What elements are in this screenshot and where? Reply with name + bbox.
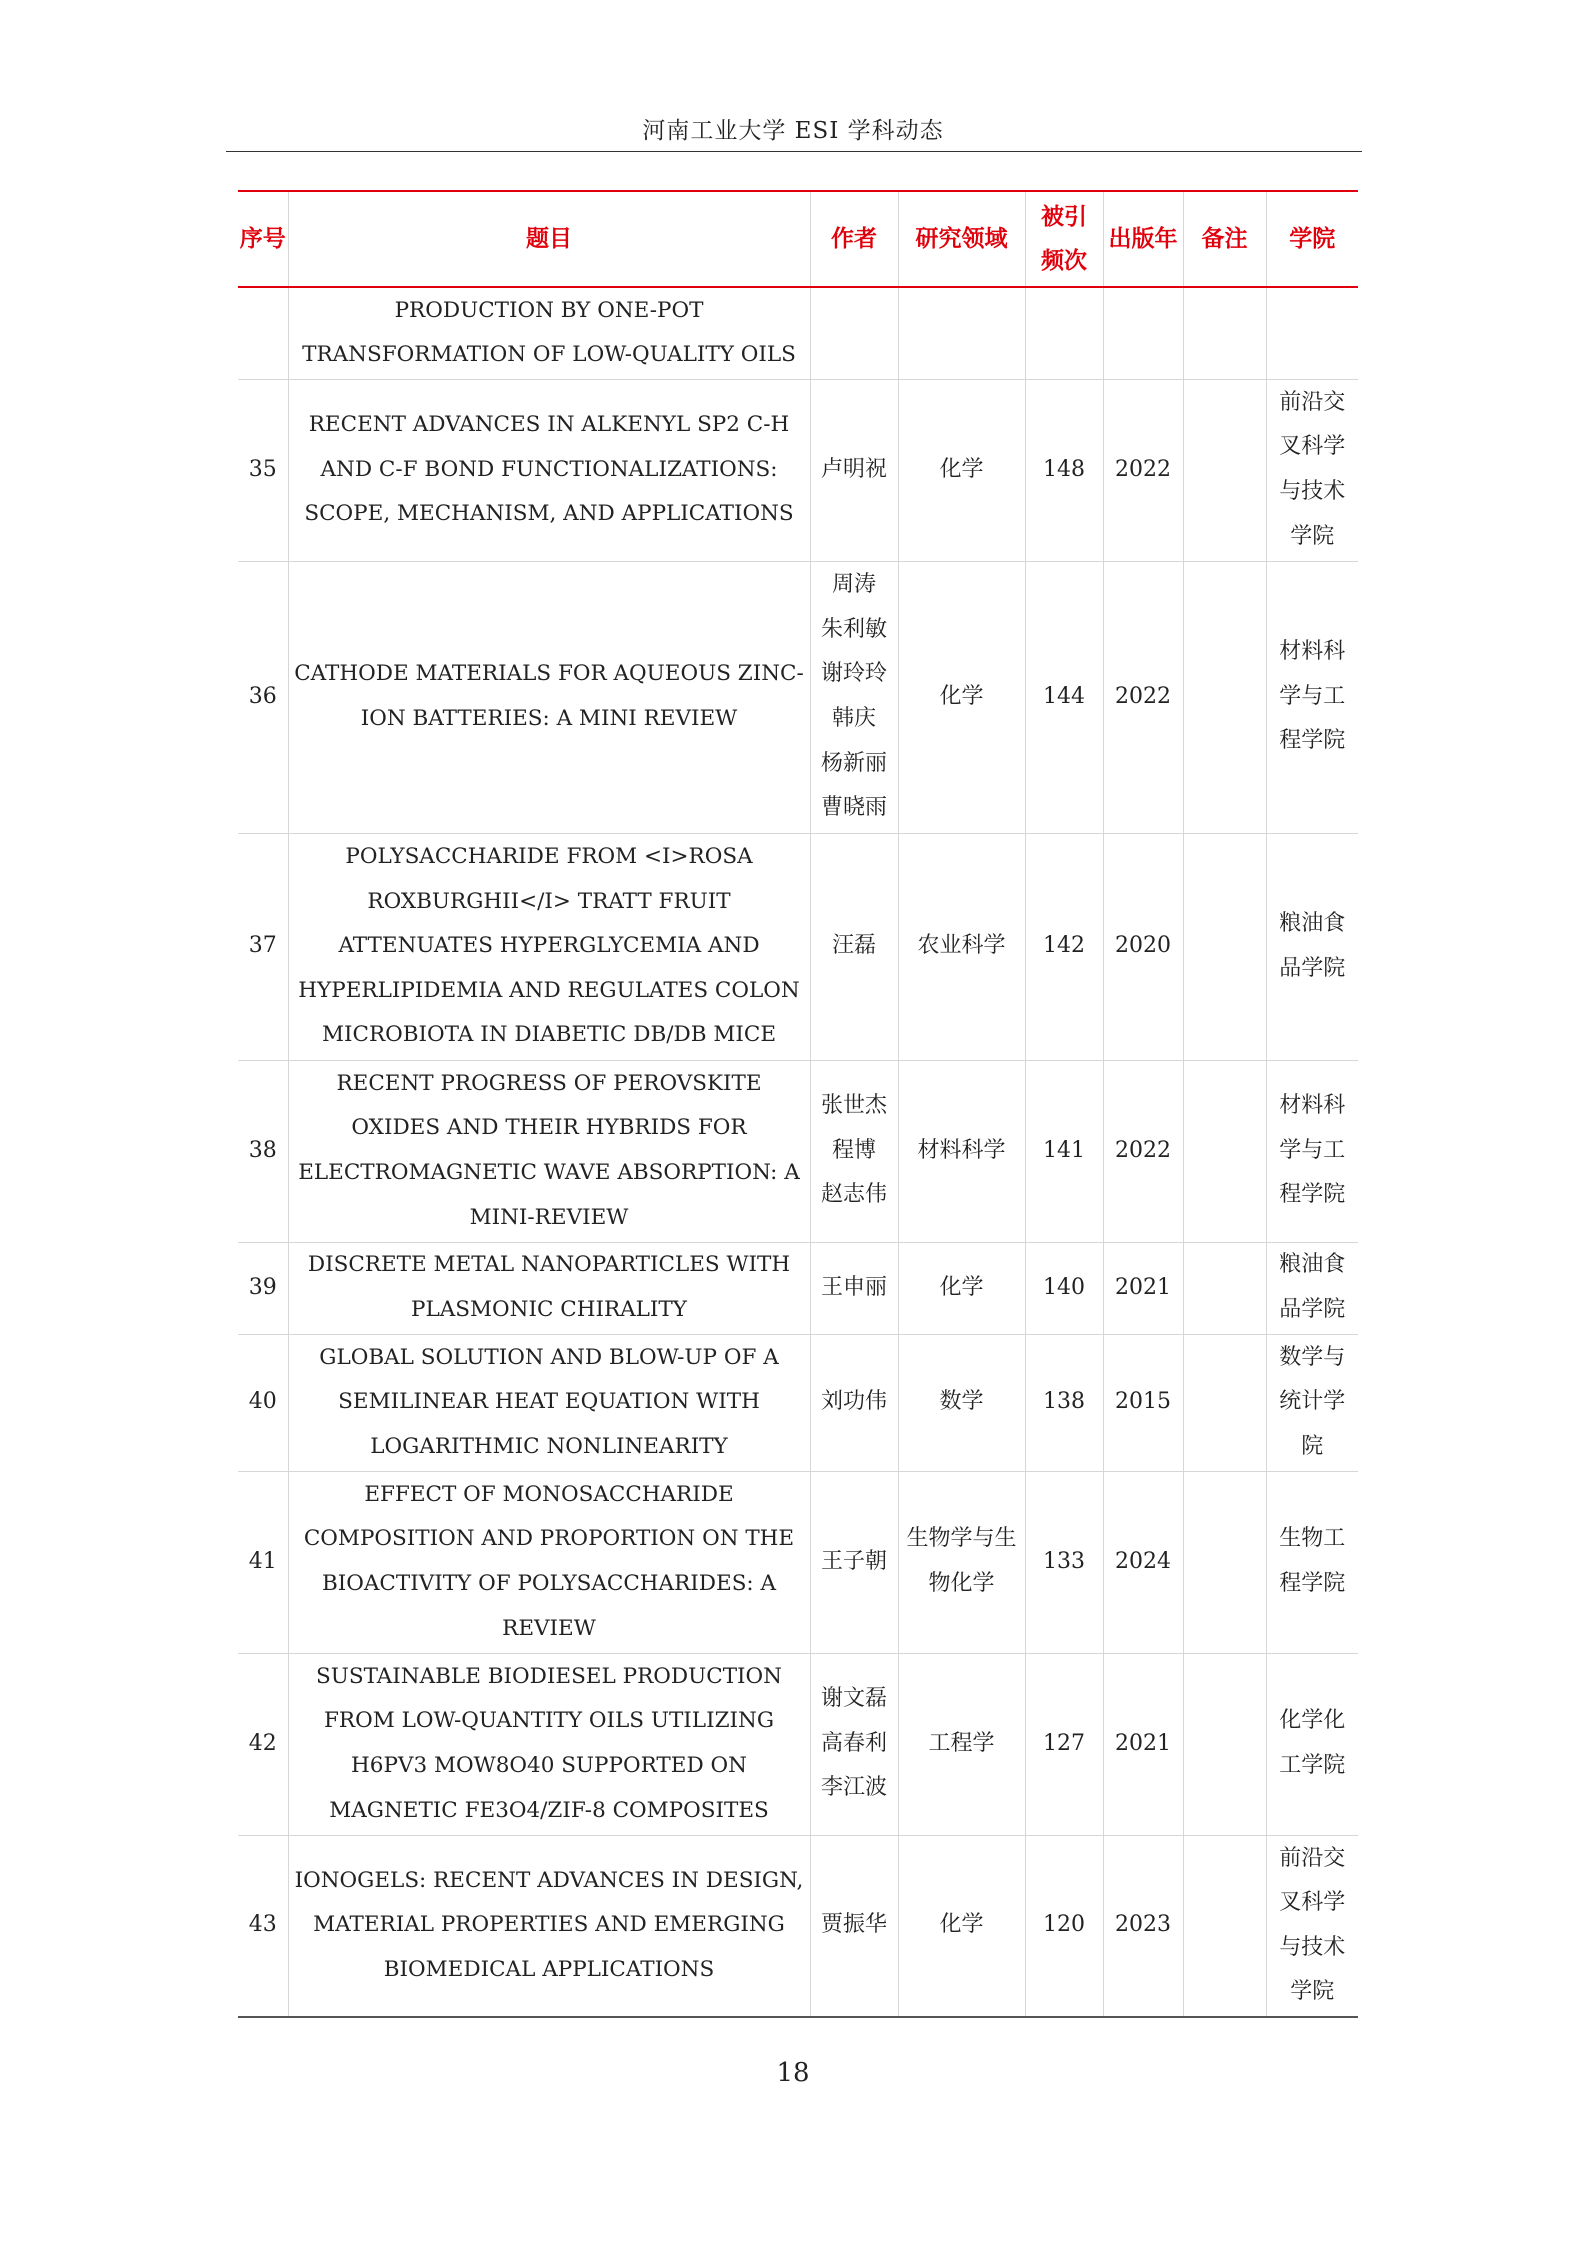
cell-title: CATHODE MATERIALS FOR AQUEOUS ZINC-ION BATTERIES: A MINI REVIEW: [288, 561, 810, 833]
cell-index: 35: [238, 379, 288, 561]
cell-note: [1183, 1653, 1266, 1835]
table-row: [238, 1471, 1358, 1653]
cell-title: POLYSACCHARIDE FROM <I>ROSA ROXBURGHII</I> TRATT FRUIT ATTENUATES HYPERGLYCEMIA AND HYPERLIPIDEMIA AND REGULATES COLON MICROBIOTA IN DIABETIC DB/DB MICE: [288, 833, 810, 1060]
table-row: [238, 287, 1358, 379]
publications-table: [238, 190, 1358, 2018]
cell-authors: 汪磊: [810, 833, 898, 1060]
column-header-college: 学院: [1266, 191, 1358, 287]
cell-citations: 148: [1025, 379, 1103, 561]
cell-year: 2020: [1103, 833, 1183, 1060]
cell-index: 41: [238, 1471, 288, 1653]
table-row: [238, 1653, 1358, 1835]
cell-authors: 卢明祝: [810, 379, 898, 561]
cell-field: 数学: [898, 1334, 1025, 1471]
cell-college: 材料科学与工程学院: [1266, 561, 1358, 833]
cell-citations: 140: [1025, 1242, 1103, 1334]
cell-title: PRODUCTION BY ONE-POT TRANSFORMATION OF LOW-QUALITY OILS: [288, 287, 810, 379]
cell-note: [1183, 1471, 1266, 1653]
cell-note: [1183, 287, 1266, 379]
table-row: [238, 1334, 1358, 1471]
cell-authors: 周涛 朱利敏 谢玲玲 韩庆 杨新丽 曹晓雨: [810, 561, 898, 833]
column-header-index: 序号: [238, 191, 288, 287]
cell-citations: 142: [1025, 833, 1103, 1060]
column-header-citations: 被引 频次: [1025, 191, 1103, 287]
cell-note: [1183, 1835, 1266, 2017]
cell-year: 2024: [1103, 1471, 1183, 1653]
cell-year: 2022: [1103, 379, 1183, 561]
cell-index: 39: [238, 1242, 288, 1334]
cell-year: 2023: [1103, 1835, 1183, 2017]
cell-year: 2022: [1103, 561, 1183, 833]
cell-field: 化学: [898, 1242, 1025, 1334]
cell-index: 36: [238, 561, 288, 833]
table-header-row: [238, 191, 1358, 287]
cell-field: 化学: [898, 1835, 1025, 2017]
table-row: [238, 833, 1358, 1060]
cell-authors: [810, 287, 898, 379]
cell-authors: 谢文磊 高春利 李江波: [810, 1653, 898, 1835]
cell-citations: 127: [1025, 1653, 1103, 1835]
cell-title: RECENT PROGRESS OF PEROVSKITE OXIDES AND THEIR HYBRIDS FOR ELECTROMAGNETIC WAVE ABSORPTION: A MINI-REVIEW: [288, 1060, 810, 1242]
cell-index: 43: [238, 1835, 288, 2017]
cell-note: [1183, 1060, 1266, 1242]
cell-index: 38: [238, 1060, 288, 1242]
cell-note: [1183, 1242, 1266, 1334]
cell-authors: 贾振华: [810, 1835, 898, 2017]
cell-note: [1183, 1334, 1266, 1471]
table-row: [238, 1242, 1358, 1334]
cell-field: 材料科学: [898, 1060, 1025, 1242]
cell-title: EFFECT OF MONOSACCHARIDE COMPOSITION AND PROPORTION ON THE BIOACTIVITY OF POLYSACCHARIDES: A REVIEW: [288, 1471, 810, 1653]
cell-citations: 120: [1025, 1835, 1103, 2017]
cell-field: 工程学: [898, 1653, 1025, 1835]
cell-college: 前沿交叉科学与技术学院: [1266, 379, 1358, 561]
cell-year: 2022: [1103, 1060, 1183, 1242]
cell-college: 化学化工学院: [1266, 1653, 1358, 1835]
column-header-year: 出版年: [1103, 191, 1183, 287]
cell-field: 化学: [898, 379, 1025, 561]
cell-index: 40: [238, 1334, 288, 1471]
cell-college: 生物工程学院: [1266, 1471, 1358, 1653]
column-header-note: 备注: [1183, 191, 1266, 287]
page-number: 18: [776, 2058, 810, 2088]
cell-authors: 王申丽: [810, 1242, 898, 1334]
cell-title: GLOBAL SOLUTION AND BLOW-UP OF A SEMILINEAR HEAT EQUATION WITH LOGARITHMIC NONLINEARITY: [288, 1334, 810, 1471]
cell-year: 2021: [1103, 1653, 1183, 1835]
table-row: [238, 561, 1358, 833]
table-row: [238, 1835, 1358, 2017]
cell-college: 材料科学与工程学院: [1266, 1060, 1358, 1242]
cell-citations: 144: [1025, 561, 1103, 833]
cell-authors: 张世杰 程博 赵志伟: [810, 1060, 898, 1242]
cell-note: [1183, 379, 1266, 561]
table-row: [238, 379, 1358, 561]
cell-title: DISCRETE METAL NANOPARTICLES WITH PLASMONIC CHIRALITY: [288, 1242, 810, 1334]
cell-college: 前沿交叉科学与技术学院: [1266, 1835, 1358, 2017]
cell-note: [1183, 833, 1266, 1060]
cell-college: 数学与统计学院: [1266, 1334, 1358, 1471]
cell-authors: 王子朝: [810, 1471, 898, 1653]
cell-field: [898, 287, 1025, 379]
page-header-title: 河南工业大学 ESI 学科动态: [642, 118, 944, 144]
column-header-title: 题目: [288, 191, 810, 287]
cell-index: 37: [238, 833, 288, 1060]
cell-citations: 133: [1025, 1471, 1103, 1653]
cell-year: 2015: [1103, 1334, 1183, 1471]
column-header-field: 研究领域: [898, 191, 1025, 287]
cell-authors: 刘功伟: [810, 1334, 898, 1471]
cell-index: [238, 287, 288, 379]
cell-note: [1183, 561, 1266, 833]
cell-title: RECENT ADVANCES IN ALKENYL SP2 C-H AND C-F BOND FUNCTIONALIZATIONS: SCOPE, MECHANISM, AND APPLICATIONS: [288, 379, 810, 561]
cell-field: 生物学与生物化学: [898, 1471, 1025, 1653]
column-header-author: 作者: [810, 191, 898, 287]
cell-college: 粮油食品学院: [1266, 833, 1358, 1060]
cell-year: 2021: [1103, 1242, 1183, 1334]
header-divider: [226, 151, 1362, 152]
cell-college: [1266, 287, 1358, 379]
cell-citations: 138: [1025, 1334, 1103, 1471]
cell-field: 农业科学: [898, 833, 1025, 1060]
cell-year: [1103, 287, 1183, 379]
cell-field: 化学: [898, 561, 1025, 833]
cell-college: 粮油食品学院: [1266, 1242, 1358, 1334]
cell-index: 42: [238, 1653, 288, 1835]
cell-title: SUSTAINABLE BIODIESEL PRODUCTION FROM LOW-QUANTITY OILS UTILIZING H6PV3 MOW8O40 SUPPORTED ON MAGNETIC FE3O4/ZIF-8 COMPOSITES: [288, 1653, 810, 1835]
table-row: [238, 1060, 1358, 1242]
cell-citations: [1025, 287, 1103, 379]
cell-title: IONOGELS: RECENT ADVANCES IN DESIGN, MATERIAL PROPERTIES AND EMERGING BIOMEDICAL APPLICATIONS: [288, 1835, 810, 2017]
cell-citations: 141: [1025, 1060, 1103, 1242]
